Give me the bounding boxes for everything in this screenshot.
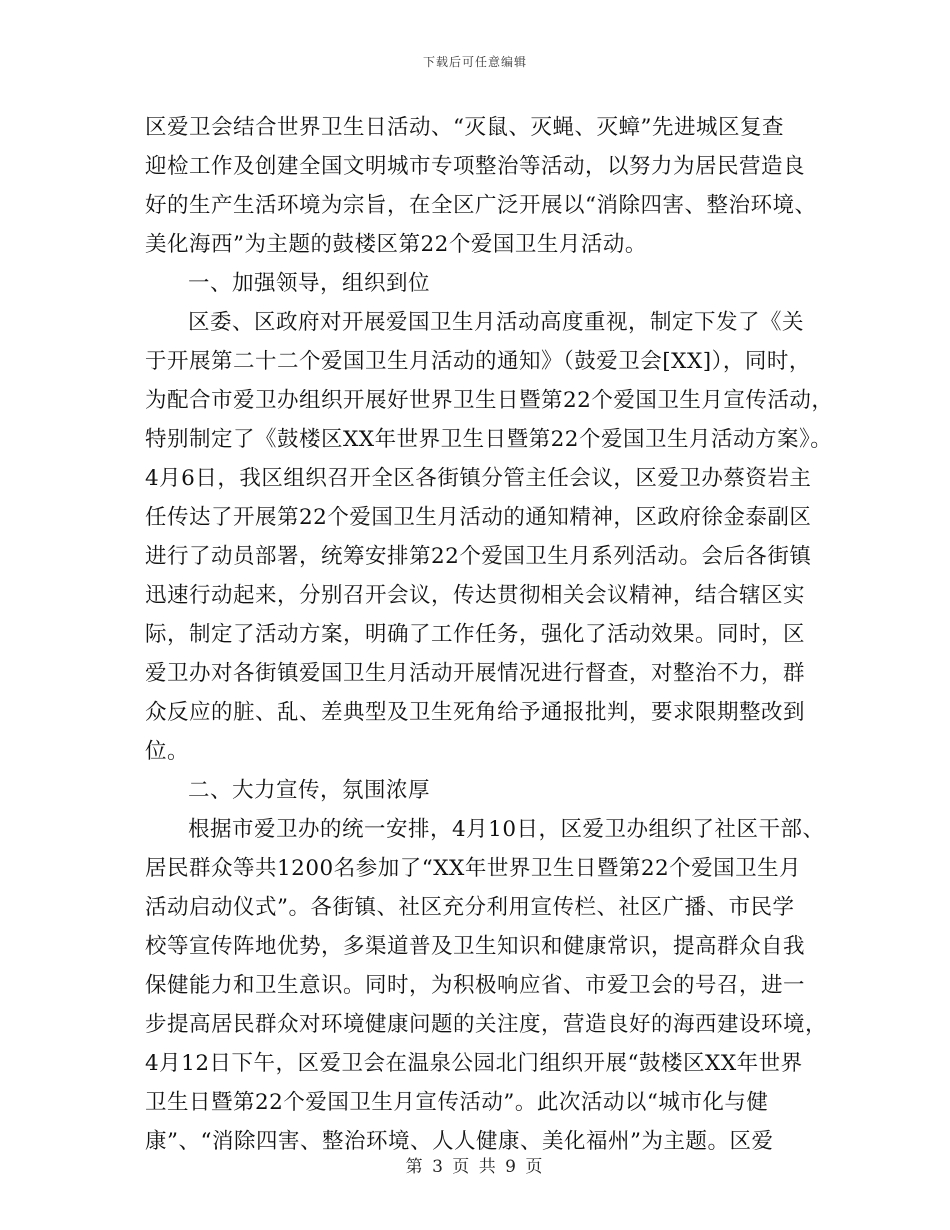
page-header: 下载后可任意编辑 xyxy=(422,55,527,69)
text-line: 爱卫办对各街镇爱国卫生月活动开展情况进行督查，对整治不力，群 xyxy=(145,661,806,686)
text-line: 际，制定了活动方案，明确了工作任务，强化了活动效果。同时，区 xyxy=(145,622,806,647)
text-line: 好的生产生活环境为宗旨，在全区广泛开展以“消除四害、整治环境、 xyxy=(145,193,817,218)
text-line: 根据市爱卫办的统一安排，4月10日，区爱卫办组织了社区干部、 xyxy=(188,817,825,842)
text-line: 4月6日，我区组织召开全区各街镇分管主任会议，区爱卫办蔡资岩主 xyxy=(145,466,812,491)
text-line: 任传达了开展第22个爱国卫生月活动的通知精神，区政府徐金泰副区 xyxy=(145,505,812,530)
section-heading-1: 一、加强领导，组织到位 xyxy=(188,271,431,296)
text-line: 4月12日下午，区爱卫会在温泉公园北门组织开展“鼓楼区XX年世界 xyxy=(145,1051,803,1076)
text-line: 校等宣传阵地优势，多渠道普及卫生知识和健康常识，提高群众自我 xyxy=(145,934,806,959)
text-line: 于开展第二十二个爱国卫生月活动的通知》（鼓爱卫会[XX]），同时， xyxy=(145,349,811,374)
text-line: 迅速行动起来，分别召开会议，传达贯彻相关会议精神，结合辖区实 xyxy=(145,583,806,608)
text-line: 美化海西”为主题的鼓楼区第22个爱国卫生月活动。 xyxy=(145,232,647,257)
text-line: 进行了动员部署，统筹安排第22个爱国卫生月系列活动。会后各街镇 xyxy=(145,544,812,569)
text-line: 活动启动仪式”。各街镇、社区充分利用宣传栏、社区广播、市民学 xyxy=(145,895,795,920)
text-line: 特别制定了《鼓楼区XX年世界卫生日暨第22个爱国卫生月活动方案》。 xyxy=(145,427,833,452)
section-heading-2: 二、大力宣传，氛围浓厚 xyxy=(188,778,431,803)
text-line: 步提高居民群众对环境健康问题的关注度，营造良好的海西建设环境， xyxy=(145,1012,828,1037)
page-footer: 第 3 页 共 9 页 xyxy=(405,1157,545,1177)
text-line: 众反应的脏、乱、差典型及卫生死角给予通报批判，要求限期整改到 xyxy=(145,700,806,725)
text-line: 迎检工作及创建全国文明城市专项整治等活动，以努力为居民营造良 xyxy=(145,154,806,179)
text-line: 区爱卫会结合世界卫生日活动、“灭鼠、灭蝇、灭蟑”先进城区复查 xyxy=(145,115,784,140)
document-body xyxy=(145,108,834,1161)
text-line: 卫生日暨第22个爱国卫生月宣传活动”。此次活动以“城市化与健 xyxy=(145,1090,769,1115)
text-line: 区委、区政府对开展爱国卫生月活动高度重视，制定下发了《关 xyxy=(188,310,805,335)
text-line: 居民群众等共1200名参加了“XX年世界卫生日暨第22个爱国卫生月 xyxy=(145,856,802,881)
text-line: 为配合市爱卫办组织开展好世界卫生日暨第22个爱国卫生月宣传活动， xyxy=(145,388,834,413)
text-line: 康”、“消除四害、整治环境、人人健康、美化福州”为主题。区爱 xyxy=(145,1129,774,1154)
text-line: 位。 xyxy=(145,739,190,764)
text-line: 保健能力和卫生意识。同时，为积极响应省、市爱卫会的号召，进一 xyxy=(145,973,806,998)
